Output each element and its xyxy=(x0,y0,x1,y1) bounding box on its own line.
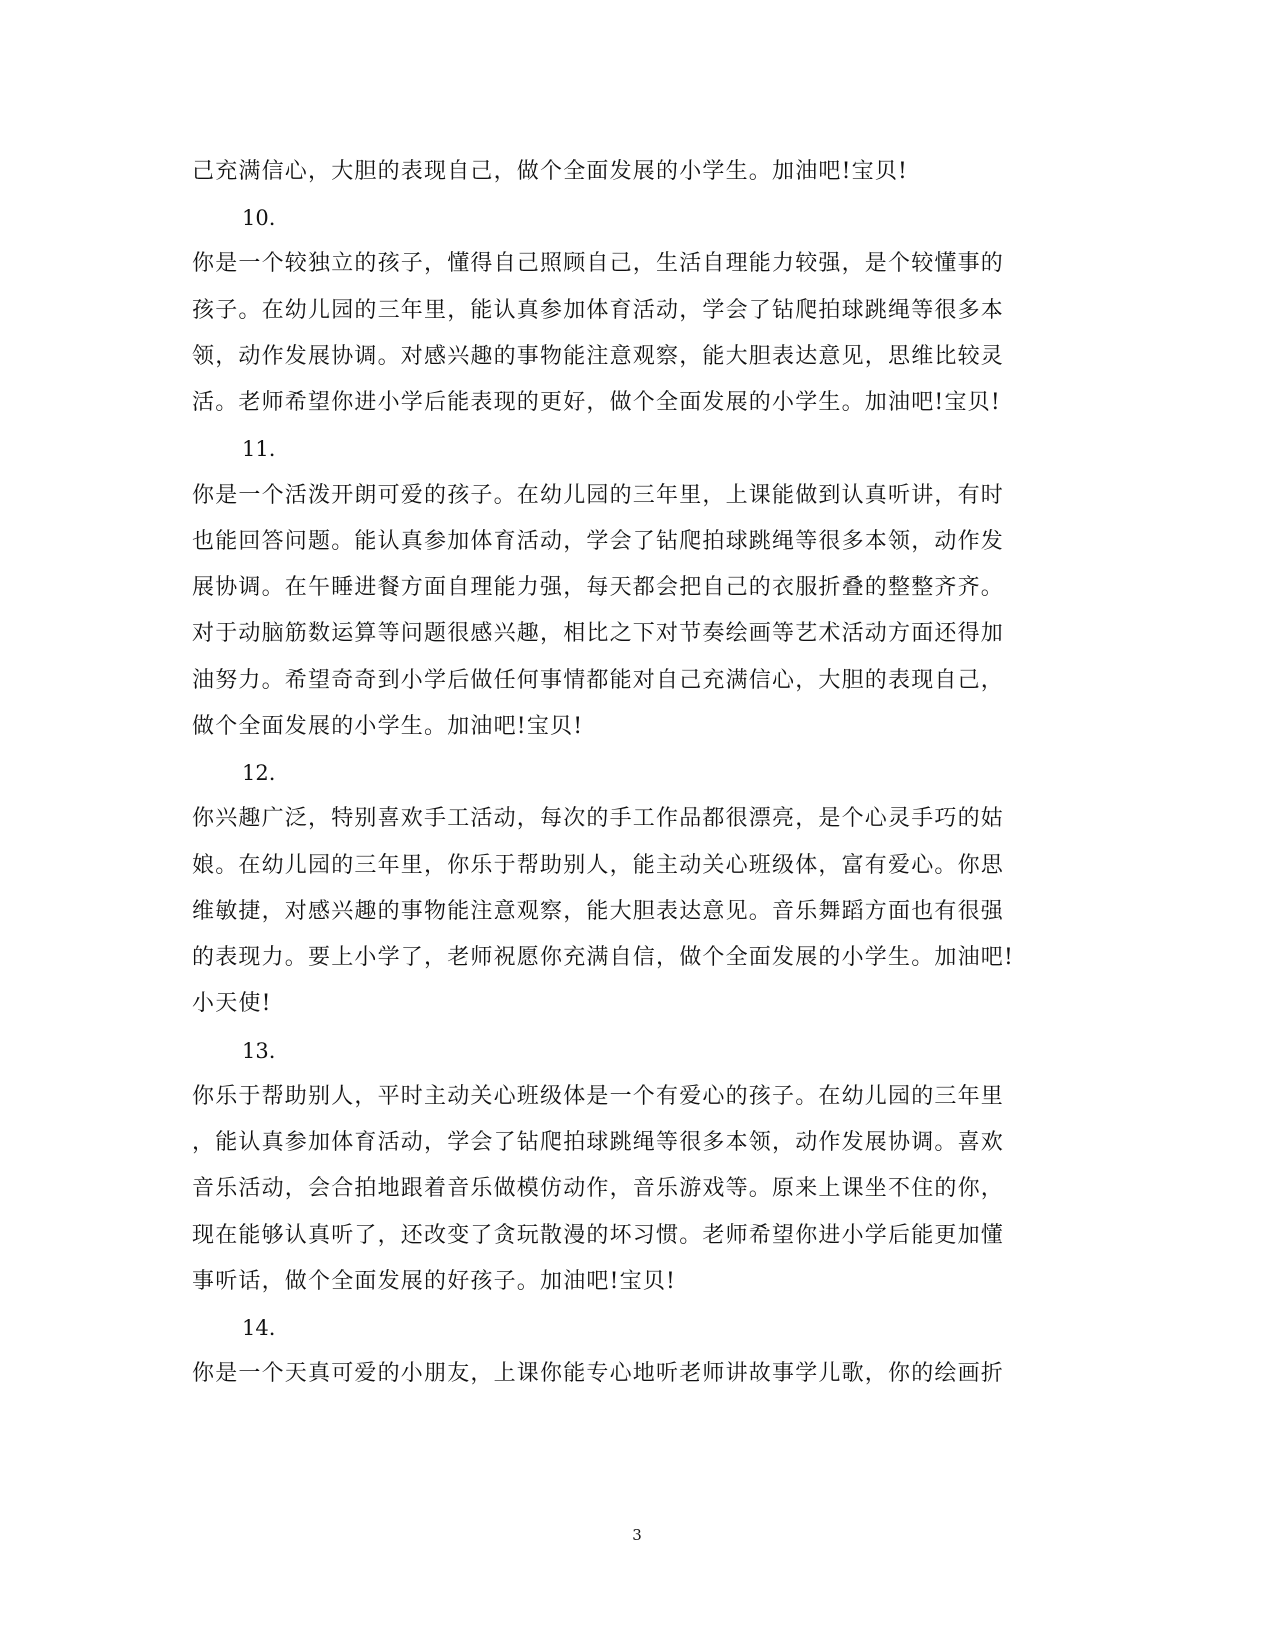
text-line: 事听话，做个全面发展的好孩子。加油吧!宝贝! xyxy=(192,1269,677,1294)
item-number: 14. xyxy=(242,1316,276,1340)
text-line: 也能回答问题。能认真参加体育活动，学会了钻爬拍球跳绳等很多本领，动作发 xyxy=(192,529,1005,554)
item-number: 13. xyxy=(242,1039,276,1063)
text-line: 音乐活动，会合拍地跟着音乐做模仿动作，音乐游戏等。原来上课坐不住的你， xyxy=(192,1176,1005,1201)
item-number: 11. xyxy=(242,437,276,461)
item-number: 10. xyxy=(242,206,276,230)
text-line: 己充满信心，大胆的表现自己，做个全面发展的小学生。加油吧!宝贝! xyxy=(192,159,909,184)
text-line: 对于动脑筋数运算等问题很感兴趣，相比之下对节奏绘画等艺术活动方面还得加 xyxy=(192,621,1005,646)
text-line: 娘。在幼儿园的三年里，你乐于帮助别人，能主动关心班级体，富有爱心。你思 xyxy=(192,853,1005,878)
text-line: ，能认真参加体育活动，学会了钻爬拍球跳绳等很多本领，动作发展协调。喜欢 xyxy=(192,1130,1005,1155)
item-number: 12. xyxy=(242,761,276,785)
text-line: 展协调。在午睡进餐方面自理能力强，每天都会把自己的衣服折叠的整整齐齐。 xyxy=(192,575,1005,600)
text-line: 领，动作发展协调。对感兴趣的事物能注意观察，能大胆表达意见，思维比较灵 xyxy=(192,344,1005,369)
text-line: 维敏捷，对感兴趣的事物能注意观察，能大胆表达意见。音乐舞蹈方面也有很强 xyxy=(192,899,1005,924)
text-line: 做个全面发展的小学生。加油吧!宝贝! xyxy=(192,714,584,739)
text-line: 你是一个活泼开朗可爱的孩子。在幼儿园的三年里，上课能做到认真听讲，有时 xyxy=(192,483,1005,508)
text-line: 你兴趣广泛，特别喜欢手工活动，每次的手工作品都很漂亮，是个心灵手巧的姑 xyxy=(192,806,1005,831)
text-line: 你是一个天真可爱的小朋友，上课你能专心地听老师讲故事学儿歌，你的绘画折 xyxy=(192,1361,1005,1386)
text-line: 你乐于帮助别人，平时主动关心班级体是一个有爱心的孩子。在幼儿园的三年里 xyxy=(192,1084,1005,1109)
text-line: 孩子。在幼儿园的三年里，能认真参加体育活动，学会了钻爬拍球跳绳等很多本 xyxy=(192,298,1005,323)
text-line: 现在能够认真听了，还改变了贪玩散漫的坏习惯。老师希望你进小学后能更加懂 xyxy=(192,1223,1005,1248)
text-line: 你是一个较独立的孩子，懂得自己照顾自己，生活自理能力较强，是个较懂事的 xyxy=(192,251,1005,276)
text-line: 活。老师希望你进小学后能表现的更好，做个全面发展的小学生。加油吧!宝贝! xyxy=(192,390,1001,415)
text-line: 油努力。希望奇奇到小学后做任何事情都能对自己充满信心，大胆的表现自己， xyxy=(192,668,1005,693)
text-line: 小天使! xyxy=(192,991,272,1016)
text-line: 的表现力。要上小学了，老师祝愿你充满自信，做个全面发展的小学生。加油吧! xyxy=(192,945,1015,970)
page-number: 3 xyxy=(632,1526,642,1544)
